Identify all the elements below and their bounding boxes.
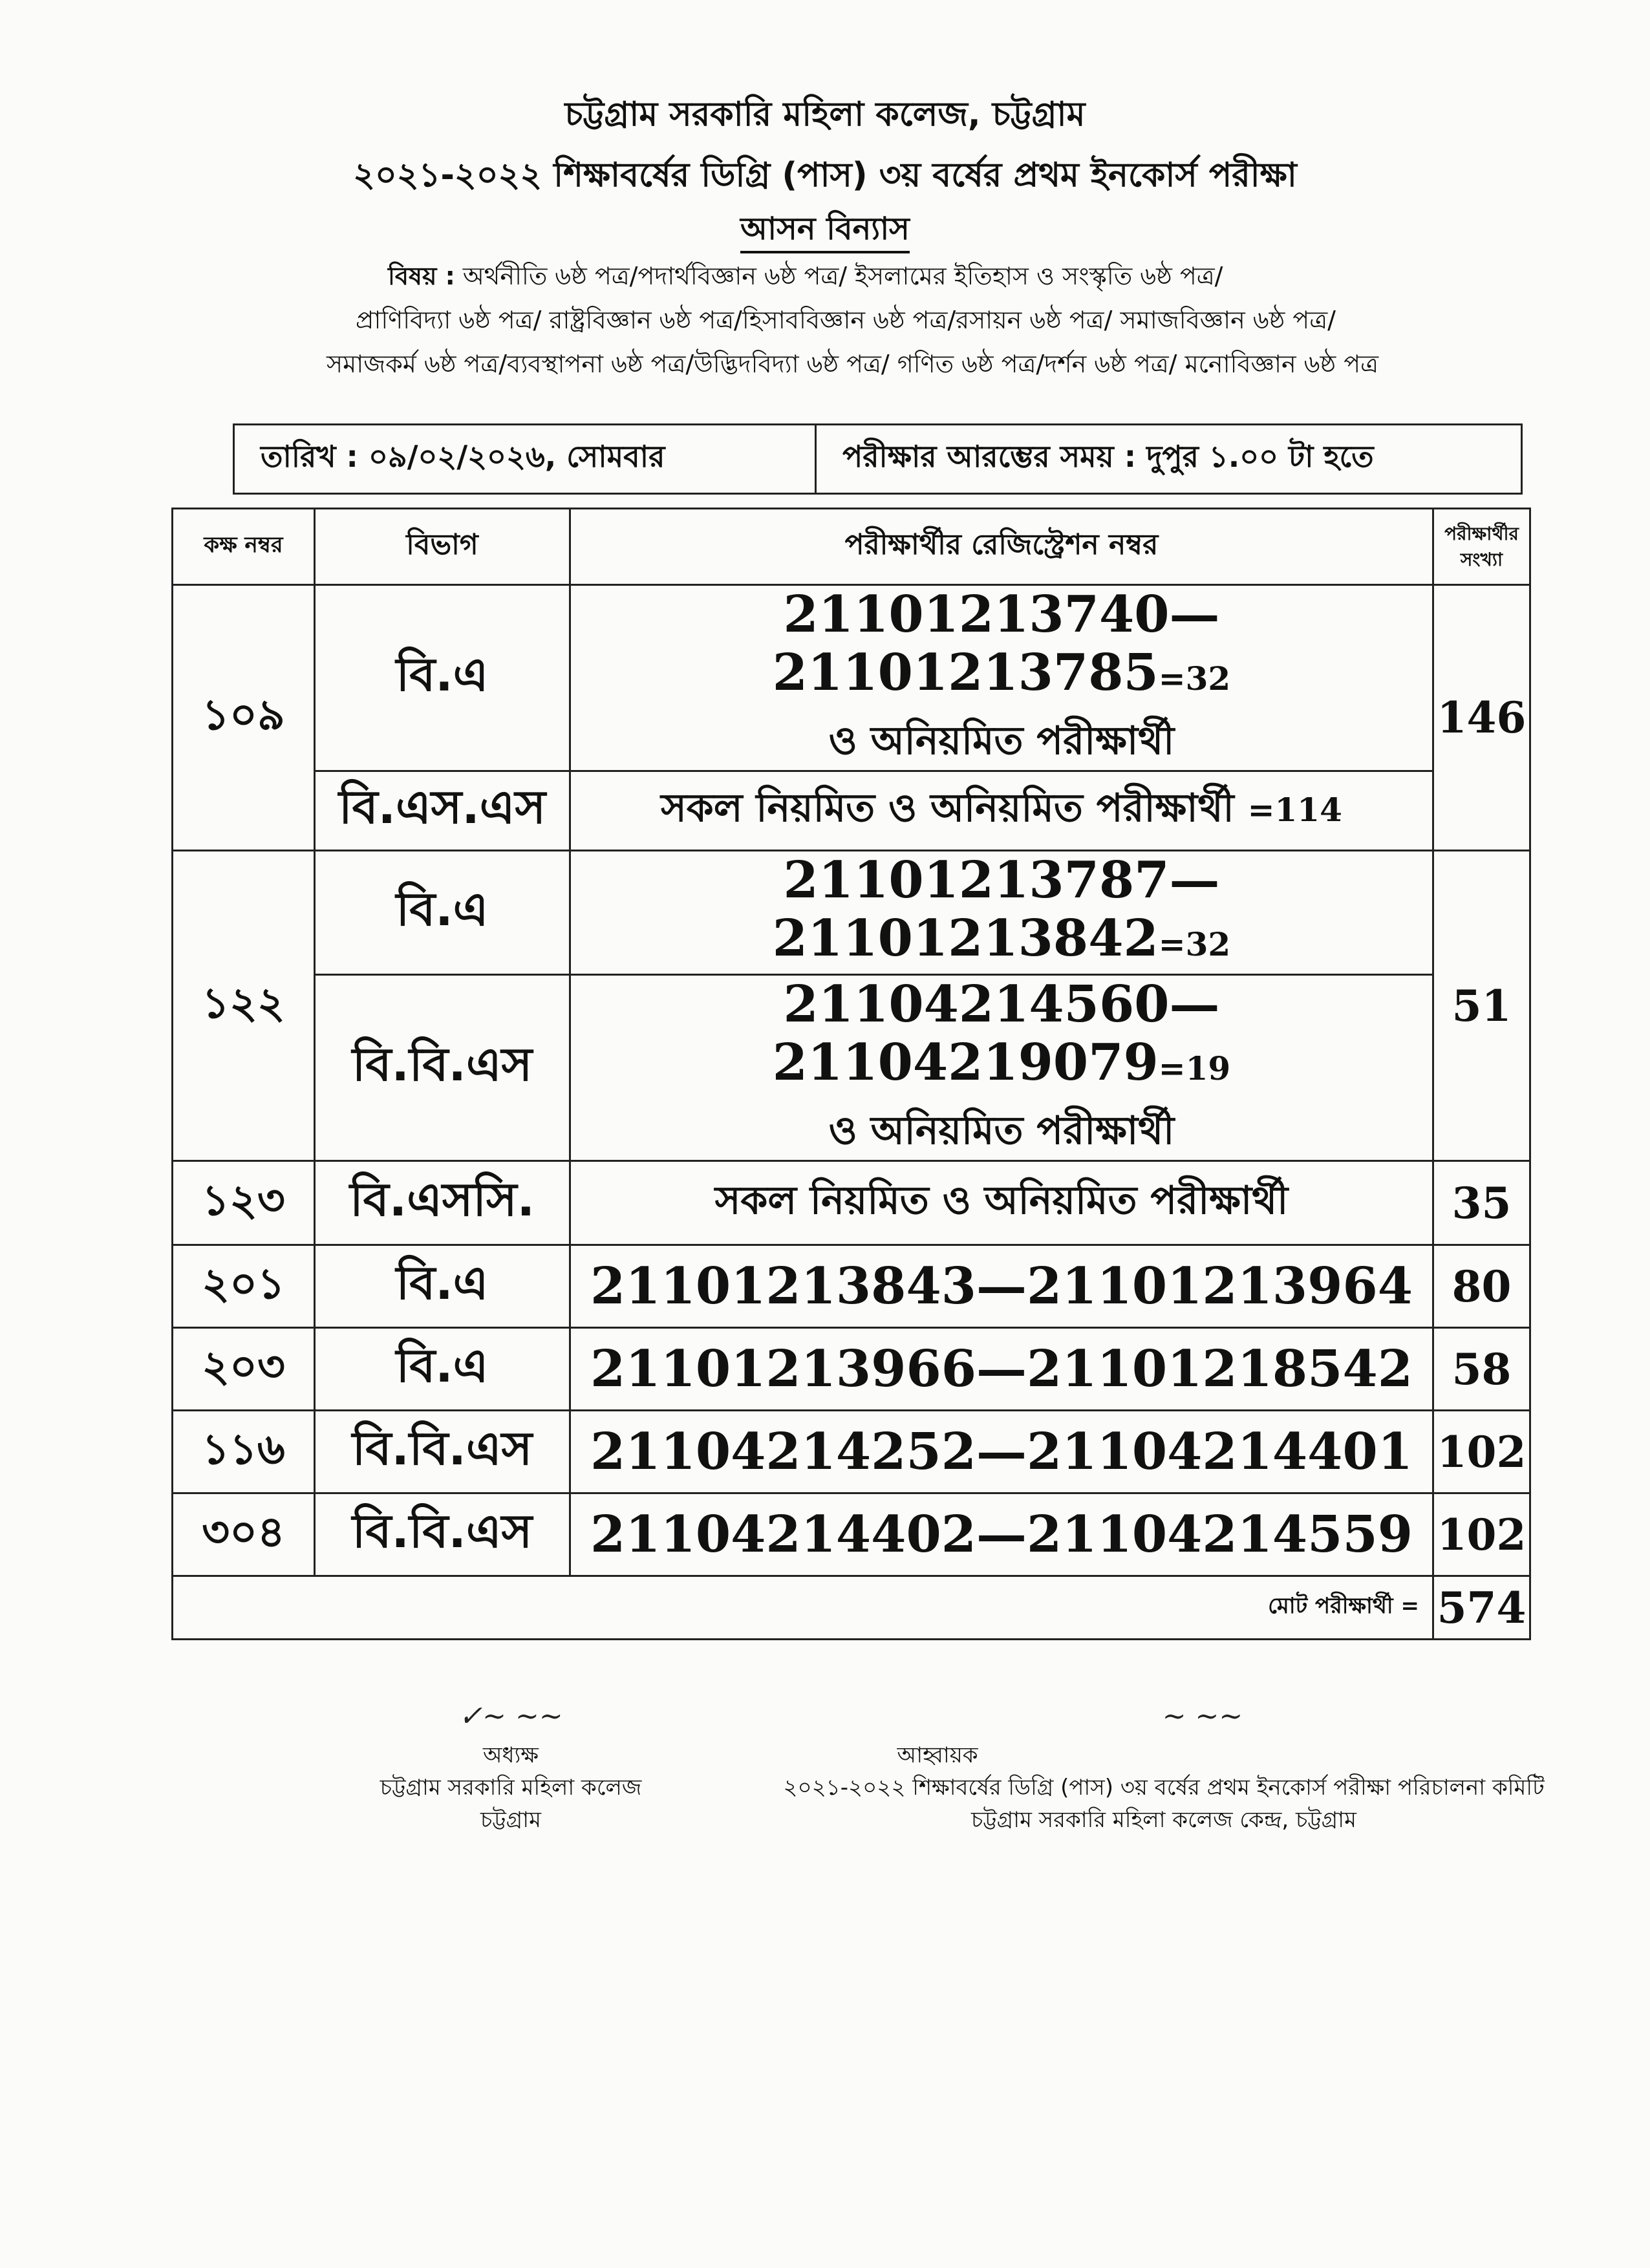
header-dept: বিভাগ bbox=[315, 509, 570, 585]
reg-cell bbox=[570, 771, 1433, 851]
dept-cell: বি.বি.এস bbox=[315, 1493, 570, 1576]
table-row bbox=[173, 1161, 1530, 1245]
seat-plan-title bbox=[0, 206, 1650, 257]
signature-mark: ~ ~~ bbox=[1162, 1700, 1243, 1733]
table-row bbox=[173, 975, 1530, 1161]
signature-mark: ✓~ ~~ bbox=[458, 1700, 563, 1733]
header-reg: পরীক্ষার্থীর রেজিস্ট্রেশন নম্বর bbox=[570, 509, 1433, 585]
reg-subcount: =32 bbox=[1158, 659, 1231, 698]
table-row bbox=[173, 585, 1530, 771]
reg-cell: 21104214252—21104214401 bbox=[570, 1411, 1433, 1493]
reg-subcount: =114 bbox=[1247, 791, 1342, 829]
seat-plan-label: আসন বিন্যাস bbox=[740, 211, 910, 253]
principal-title: অধ্যক্ষ bbox=[483, 1742, 539, 1768]
subjects-line-2: প্রাণিবিদ্যা ৬ষ্ঠ পত্র/ রাষ্ট্রবিজ্ঞান ৬ষ্ঠ পত্র/হিসাববিজ্ঞান ৬ষ্ঠ পত্র/রসায়ন ৬ষ্ঠ পত্র/ সমাজবিজ্ঞান ৬ষ্ঠ পত্র/ bbox=[356, 306, 1336, 334]
principal-city: চট্টগ্রাম bbox=[480, 1807, 541, 1833]
room-cell: ২০৩ bbox=[173, 1328, 315, 1411]
header-count: পরীক্ষার্থীর সংখ্যা bbox=[1433, 509, 1530, 585]
principal-signature-block bbox=[284, 1700, 737, 1836]
principal-college: চট্টগ্রাম সরকারি মহিলা কলেজ bbox=[380, 1775, 642, 1801]
count-cell: 102 bbox=[1433, 1493, 1530, 1576]
table-row bbox=[173, 1328, 1530, 1411]
schedule-box bbox=[233, 423, 1523, 495]
reg-cell: 21104214402—21104214559 bbox=[570, 1493, 1433, 1576]
convener-committee: ২০২১-২০২২ শিক্ষাবর্ষের ডিগ্রি (পাস) ৩য় বর্ষের প্রথম ইনকোর্স পরীক্ষা পরিচালনা কমিটি bbox=[783, 1775, 1545, 1801]
reg-range: 21104214560—21104219079 bbox=[772, 975, 1220, 1092]
dept-cell: বি.এ bbox=[315, 1245, 570, 1328]
dept-cell: বি.এ bbox=[315, 1328, 570, 1411]
table-row bbox=[173, 1493, 1530, 1576]
exam-start-time: পরীক্ষার আরম্ভের সময় : দুপুর ১.০০ টা হতে bbox=[842, 439, 1374, 474]
reg-cell: 21101213843—21101213964 bbox=[570, 1245, 1433, 1328]
table-row bbox=[173, 1411, 1530, 1493]
dept-cell: বি.এ bbox=[315, 851, 570, 975]
room-cell: ১২২ bbox=[173, 851, 315, 1161]
reg-cell bbox=[570, 975, 1433, 1161]
subjects-text-1: অর্থনীতি ৬ষ্ঠ পত্র/পদার্থবিজ্ঞান ৬ষ্ঠ পত্র/ ইসলামের ইতিহাস ও সংস্কৃতি ৬ষ্ঠ পত্র/ bbox=[462, 262, 1223, 290]
room-cell: ১১৬ bbox=[173, 1411, 315, 1493]
reg-subcount: =19 bbox=[1158, 1049, 1231, 1087]
reg-cell bbox=[570, 585, 1433, 771]
header-room: কক্ষ নম্বর bbox=[173, 509, 315, 585]
grand-total-label: মোট পরীক্ষার্থী = bbox=[173, 1576, 1433, 1640]
room-cell: ১০৯ bbox=[173, 585, 315, 851]
reg-cell bbox=[570, 851, 1433, 975]
subjects-line-1 bbox=[388, 253, 1649, 299]
count-cell: 51 bbox=[1433, 851, 1530, 1161]
reg-subcount: =32 bbox=[1158, 925, 1231, 963]
reg-note: ও অনিয়মিত পরীক্ষার্থী bbox=[828, 1108, 1175, 1153]
dept-cell: বি.এ bbox=[315, 585, 570, 771]
room-cell: ৩০৪ bbox=[173, 1493, 315, 1576]
reg-cell: 21101213966—21101218542 bbox=[570, 1328, 1433, 1411]
total-row bbox=[173, 1576, 1530, 1640]
college-name: চট্টগ্রাম সরকারি মহিলা কলেজ, চট্টগ্রাম bbox=[564, 95, 1086, 134]
convener-signature-block bbox=[744, 1700, 1584, 1836]
dept-cell: বি.এস.এস bbox=[315, 771, 570, 851]
dept-cell: বি.বি.এস bbox=[315, 1411, 570, 1493]
reg-text: সকল নিয়মিত ও অনিয়মিত পরীক্ষার্থী bbox=[661, 786, 1234, 831]
grand-total: 574 bbox=[1433, 1576, 1530, 1640]
exam-title: ২০২১-২০২২ শিক্ষাবর্ষের ডিগ্রি (পাস) ৩য় বর্ষের প্রথম ইনকোর্স পরীক্ষা bbox=[353, 156, 1297, 195]
count-cell: 102 bbox=[1433, 1411, 1530, 1493]
room-cell: ১২৩ bbox=[173, 1161, 315, 1245]
room-cell: ২০১ bbox=[173, 1245, 315, 1328]
reg-range: 21101213740—21101213785 bbox=[772, 585, 1220, 702]
exam-date: তারিখ : ০৯/০২/২০২৬, সোমবার bbox=[235, 425, 817, 493]
dept-cell: বি.এসসি. bbox=[315, 1161, 570, 1245]
count-cell: 80 bbox=[1433, 1245, 1530, 1328]
convener-centre: চট্টগ্রাম সরকারি মহিলা কলেজ কেন্দ্র, চট্টগ্রাম bbox=[970, 1807, 1357, 1833]
dept-cell: বি.বি.এস bbox=[315, 975, 570, 1161]
subject-label: বিষয় : bbox=[388, 262, 455, 290]
count-cell: 58 bbox=[1433, 1328, 1530, 1411]
count-cell: 146 bbox=[1433, 585, 1530, 851]
table-header-row bbox=[173, 509, 1530, 585]
subjects-line-3: সমাজকর্ম ৬ষ্ঠ পত্র/ব্যবস্থাপনা ৬ষ্ঠ পত্র/উদ্ভিদবিদ্যা ৬ষ্ঠ পত্র/ গণিত ৬ষ্ঠ পত্র/দর্শন ৬ষ্ঠ পত্র/ মনোবিজ্ঞান ৬ষ্ঠ পত্র bbox=[327, 350, 1379, 378]
table-row bbox=[173, 851, 1530, 975]
table-row bbox=[173, 771, 1530, 851]
reg-cell: সকল নিয়মিত ও অনিয়মিত পরীক্ষার্থী bbox=[570, 1161, 1433, 1245]
table-row bbox=[173, 1245, 1530, 1328]
count-cell: 35 bbox=[1433, 1161, 1530, 1245]
reg-note: ও অনিয়মিত পরীক্ষার্থী bbox=[828, 718, 1175, 764]
seat-plan-table bbox=[171, 508, 1531, 1640]
convener-title: আহ্বায়ক bbox=[897, 1742, 978, 1768]
reg-range: 21101213787—21101213842 bbox=[772, 851, 1220, 968]
